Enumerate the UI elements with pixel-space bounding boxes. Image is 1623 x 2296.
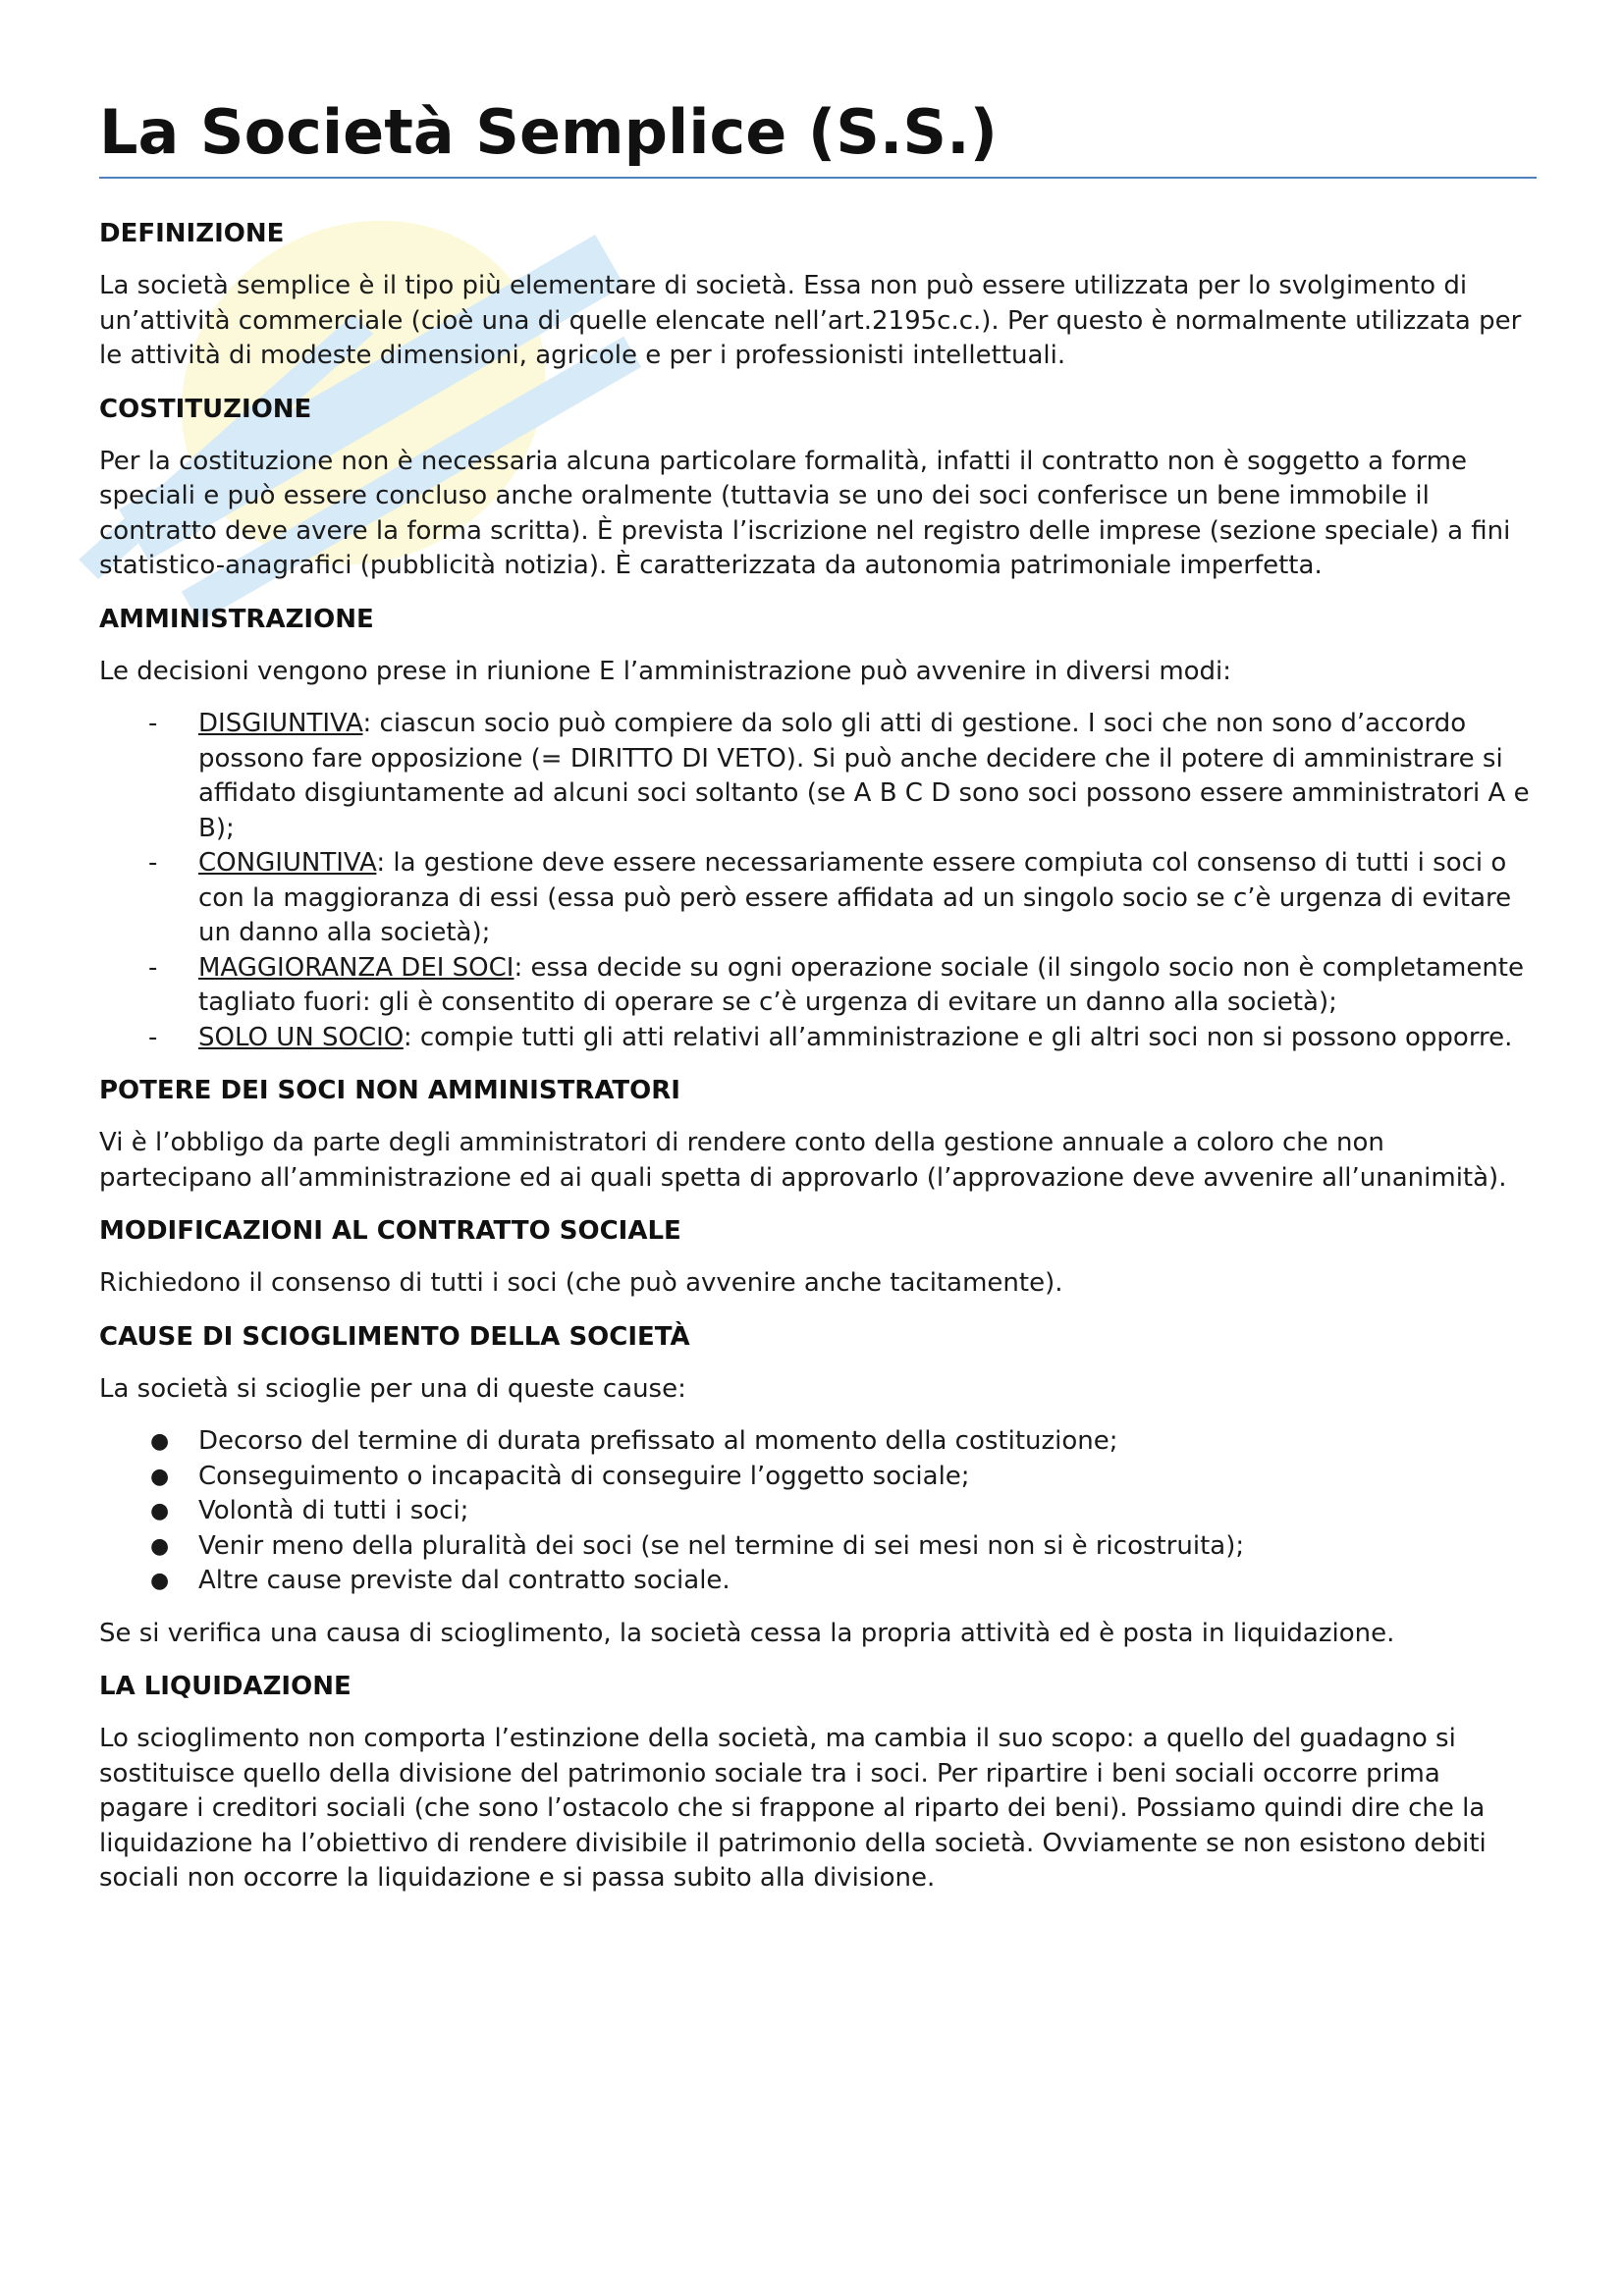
dash-marker: - [148, 1022, 158, 1052]
list-item-term: MAGGIORANZA DEI SOCI [198, 952, 514, 983]
paragraph-definizione: La società semplice è il tipo più elementare di società. Essa non può essere utilizzata per lo svolgimento di un’attività commerciale (cioè una di quelle elencate nell’art.2195c.c.). Per questo è normalmente utilizzata per le attività di modeste dimensioni, agricole e per i professionisti intellettuali. [99, 271, 1522, 370]
list-item-text: Venir meno della pluralità dei soci (se nel termine di sei mesi non si è ricostruita); [198, 1530, 1245, 1561]
paragraph-scioglimento-intro: La società si scioglie per una di queste cause: [99, 1373, 686, 1404]
list-item [99, 1021, 1537, 1056]
paragraph-potere: Vi è l’obbligo da parte degli amministratori di rendere conto della gestione annuale a coloro che non partecipano all’amministrazione ed ai quali spetta di approvarlo (l’approvazione deve avvenire all’unanimità). [99, 1128, 1507, 1193]
heading-amministrazione: AMMINISTRAZIONE [99, 604, 374, 634]
list-item-term: DISGIUNTIVA [198, 709, 363, 738]
document-page [99, 90, 1537, 1914]
scioglimento-list [99, 1424, 1537, 1599]
list-item-text: Volontà di tutti i soci; [198, 1496, 469, 1525]
list-item [99, 1460, 1537, 1495]
list-item [99, 1564, 1537, 1599]
list-item-text: : essa decide su ogni operazione sociale (il singolo socio non è completamente tagliato fuori: gli è consentito di operare se c’è urgenza di evitare un danno alla società); [198, 952, 1524, 1017]
dash-marker: - [148, 952, 158, 983]
list-item [99, 1529, 1537, 1565]
bullet-marker: ● [150, 1569, 170, 1593]
heading-costituzione: COSTITUZIONE [99, 394, 312, 424]
list-item [99, 1424, 1537, 1460]
paragraph-liquidazione: Lo scioglimento non comporta l’estinzione della società, ma cambia il suo scopo: a quello del guadagno si sostituisce quello della divisione del patrimonio sociale tra i soci. Per ripartire i beni sociali occorre prima pagare i creditori sociali (che sono l’ostacolo che si frappone al riparto dei beni). Possiamo quindi dire che la liquidazione ha l’obiettivo di rendere divisibile il patrimonio della società. Ovviamente se non esistono debiti sociali non occorre la liquidazione e si passa subito alla divisione. [99, 1724, 1487, 1893]
list-item [99, 1494, 1537, 1529]
list-item-text: Altre cause previste dal contratto sociale. [198, 1566, 730, 1595]
heading-liquidazione: LA LIQUIDAZIONE [99, 1672, 352, 1701]
list-item-term: CONGIUNTIVA [198, 848, 377, 878]
list-item [99, 951, 1537, 1021]
list-item-text: : la gestione deve essere necessariamente essere compiuta col consenso di tutti i soci o con la maggioranza di essi (essa può però essere affidata ad un singolo socio se c’è urgenza di evitare un danno alla società); [198, 848, 1512, 947]
paragraph-amministrazione-intro: Le decisioni vengono prese in riunione E l’amministrazione può avvenire in diversi modi: [99, 656, 1232, 686]
paragraph-costituzione: Per la costituzione non è necessaria alcuna particolare formalità, infatti il contratto non è soggetto a forme speciali e può essere concluso anche oralmente (tuttavia se uno dei soci conferisce un bene immobile il contratto deve avere la forma scritta). È prevista l’iscrizione nel registro delle imprese (sezione speciale) a fini statistico-anagrafici (pubblicità notizia). È caratterizzata da autonomia patrimoniale imperfetta. [99, 446, 1511, 580]
paragraph-scioglimento-outro: Se si verifica una causa di scioglimento, la società cessa la propria attività ed è posta in liquidazione. [99, 1618, 1395, 1648]
title-rule [99, 177, 1537, 179]
bullet-marker: ● [150, 1499, 170, 1523]
list-item-text: Conseguimento o incapacità di conseguire l’oggetto sociale; [198, 1461, 970, 1491]
page-title: La Società Semplice (S.S.) [99, 96, 998, 168]
bullet-marker: ● [150, 1429, 170, 1454]
list-item-text: : compie tutti gli atti relativi all’amministrazione e gli altri soci non si possono opporre. [403, 1022, 1513, 1052]
amministrazione-list [99, 707, 1537, 1055]
heading-modificazioni: MODIFICAZIONI AL CONTRATTO SOCIALE [99, 1216, 681, 1246]
list-item-text: Decorso del termine di durata prefissato al momento della costituzione; [198, 1426, 1118, 1456]
bullet-marker: ● [150, 1533, 170, 1559]
list-item [99, 846, 1537, 951]
heading-potere: POTERE DEI SOCI NON AMMINISTRATORI [99, 1076, 680, 1105]
list-item [99, 707, 1537, 846]
paragraph-modificazioni: Richiedono il consenso di tutti i soci (che può avvenire anche tacitamente). [99, 1268, 1063, 1298]
heading-scioglimento: CAUSE DI SCIOGLIMENTO DELLA SOCIETÀ [99, 1321, 690, 1352]
list-item-text: : ciascun socio può compiere da solo gli atti di gestione. I soci che non sono d’accordo possono fare opposizione (= DIRITTO DI VETO). Si può anche decidere che il potere di amministrare si affidato disgiuntamente ad alcuni soci soltanto (se A B C D sono soci possono essere amministratori A e B); [198, 709, 1530, 843]
dash-marker: - [148, 848, 158, 878]
heading-definizione: DEFINIZIONE [99, 219, 285, 248]
list-item-term: SOLO UN SOCIO [198, 1022, 404, 1052]
dash-marker: - [148, 709, 158, 738]
bullet-marker: ● [150, 1464, 170, 1489]
